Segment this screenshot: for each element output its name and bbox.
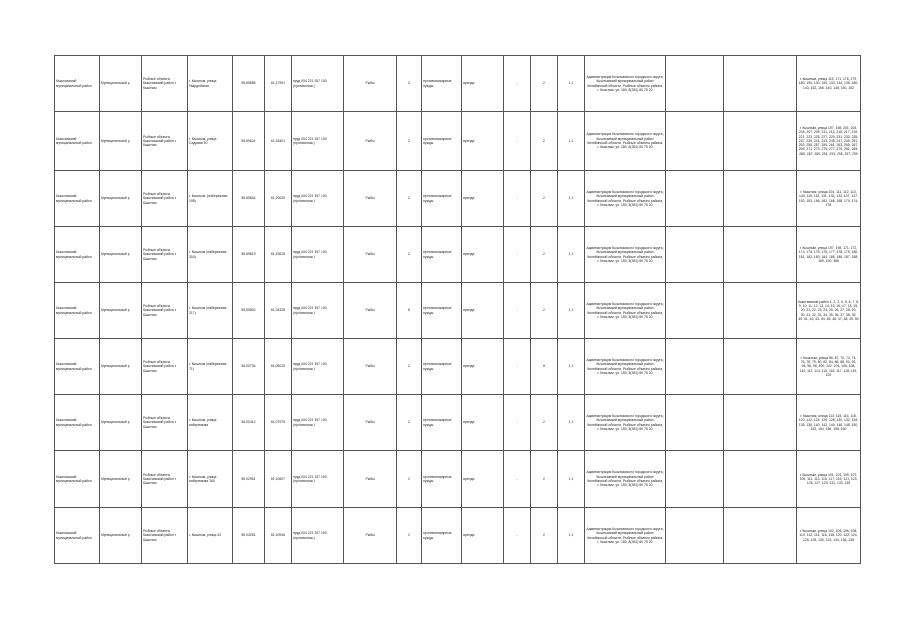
cell-place: г. Кыштым, улица 34 xyxy=(188,508,233,564)
cell-use: противопожарные нужды xyxy=(422,112,462,171)
cell-owner: Муниципальный р xyxy=(100,395,142,451)
cell-d1: - xyxy=(504,227,531,283)
cell-owner: Муниципальный р xyxy=(100,339,142,395)
cell-note xyxy=(666,171,724,227)
cell-owner: Муниципальный р xyxy=(100,227,142,283)
cell-empty xyxy=(724,451,797,508)
cell-type: пруд 004 221 157 100 (противопож.) xyxy=(292,395,344,451)
cell-d2: 8 xyxy=(531,339,558,395)
cell-parcels: г. Кыштым, улица 102, 104, 106, 108, 110, 112, 114, 116, 118, 120, 122, 124, 126, 128, 130, 132, 134, 136, 138 xyxy=(797,508,861,564)
cell-d3: 1,1 xyxy=(558,56,585,112)
cell-empty xyxy=(724,508,797,564)
cell-d3: 1,1 xyxy=(558,451,585,508)
cell-sort: Рыбы xyxy=(344,339,397,395)
cell-address: Рыбные объекты Кыштымский район г. Кыштым xyxy=(142,112,188,171)
cell-place: г. Кыштым, улица набережная xyxy=(188,395,233,451)
cell-address: Рыбные объекты Кыштымский район г. Кыштым xyxy=(142,451,188,508)
cell-note xyxy=(666,339,724,395)
cell-d3: 1,1 xyxy=(558,339,585,395)
cell-use: противопожарные нужды xyxy=(422,171,462,227)
cell-place: г. Кыштым (набережная 304) xyxy=(188,227,233,283)
table-row xyxy=(55,283,861,339)
table-row xyxy=(55,339,861,395)
cell-use: противопожарные нужды xyxy=(422,56,462,112)
cell-d1: - xyxy=(504,171,531,227)
cell-d3: 1,1 xyxy=(558,171,585,227)
cell-district: Кыштымский муниципальный район xyxy=(55,56,100,112)
cell-place: г. Кыштым, улица Садовая 10 xyxy=(188,112,233,171)
cell-address: Рыбные объекты Кыштымский район г. Кыштым xyxy=(142,283,188,339)
cell-admin: Администрация Кыштымского городского округа, Кыштымский муниципальный район Челябинской области, Рыбные объекты района, г. Кыштым, ул. 180, 8(351) 80 75 20 xyxy=(585,339,666,395)
cell-parcels: г. Кыштым, улица 101, 103, 105, 107, 109, 111, 113, 115, 117, 119, 121, 123, 125, 127, 129, 131, 133, 135 xyxy=(797,451,861,508)
cell-lat: 56,00734 xyxy=(233,339,265,395)
cell-d2: 2 xyxy=(531,56,558,112)
cell-district: Кыштымский муниципальный район xyxy=(55,451,100,508)
cell-type: пруд 004 221 157 100 (противопож.) xyxy=(292,171,344,227)
cell-empty xyxy=(724,112,797,171)
cell-d1: - xyxy=(504,339,531,395)
cell-lat: 55,69885 xyxy=(233,56,265,112)
cell-lat: 56,02951 xyxy=(233,451,265,508)
cell-d2: 2 xyxy=(531,283,558,339)
cell-parcels: г. Кыштым, улица 115, 171, 176, 179, 180, 190, 130, 190, 133, 134, 136, 180, 143, 152, 156, 140, 146, 150, 152 xyxy=(797,56,861,112)
cell-sort: Рыбы xyxy=(344,508,397,564)
cell-parcels: г. Кыштым, улица 197, 198, 171, 172, 173, 174, 175, 176, 177, 178, 179, 180, 181, 182, 183, 184, 185, 186, 187, 188, 189, 190, 386 xyxy=(797,227,861,283)
cell-use: противопожарные нужды xyxy=(422,508,462,564)
cell-d2: 2 xyxy=(531,508,558,564)
table-row xyxy=(55,56,861,112)
cell-type: пруд 004 221 157 100 (противопож.) xyxy=(292,283,344,339)
cell-d1: - xyxy=(504,508,531,564)
cell-admin: Администрация Кыштымского городского округа, Кыштымский муниципальный район Челябинской области, Рыбные объекты района, г. Кыштым, ул. 180, 8(351) 80 75 20 xyxy=(585,171,666,227)
cell-note xyxy=(666,395,724,451)
cell-n1: 2 xyxy=(397,227,422,283)
cell-lon: 61,19615 xyxy=(265,227,292,283)
cell-lon: 61,17991 xyxy=(265,56,292,112)
cell-place: г. Кыштым, улица Гвардейская xyxy=(188,56,233,112)
cell-d2: 2 xyxy=(531,227,558,283)
cell-form: аренда xyxy=(462,227,504,283)
cell-use: противопожарные нужды xyxy=(422,339,462,395)
cell-d1: - xyxy=(504,56,531,112)
cell-address: Рыбные объекты Кыштымский район г. Кыштым xyxy=(142,227,188,283)
cell-d1: - xyxy=(504,112,531,171)
cell-sort: Рыбы xyxy=(344,395,397,451)
cell-admin: Администрация Кыштымского городского округа, Кыштымский муниципальный район Челябинской области, Рыбные объекты района, г. Кыштым, ул. 180, 8(351) 80 75 20 xyxy=(585,56,666,112)
cell-lat: 56,03251 xyxy=(233,508,265,564)
cell-lat: 55,95802 xyxy=(233,283,265,339)
cell-lon: 61,05019 xyxy=(265,339,292,395)
cell-n1: 2 xyxy=(397,112,422,171)
cell-note xyxy=(666,227,724,283)
cell-form: аренда xyxy=(462,395,504,451)
cell-parcels: г. Кыштым, улица 86, 87, 70, 72, 74, 76, 78, 79, 80, 82, 84, 86, 88, 90, 92, 94, 96, 98, 100, 102, 104, 106, 108, 110, 112, 114, 115, 116, 117, 118, 119, 120 xyxy=(797,339,861,395)
cell-n1: 2 xyxy=(397,171,422,227)
cell-place: г. Кыштым (набережная 217) xyxy=(188,283,233,339)
cell-place: г. Кыштым, улица набережная 160 xyxy=(188,451,233,508)
cell-d3: 1,1 xyxy=(558,227,585,283)
cell-form: аренда xyxy=(462,112,504,171)
cell-parcels: г. Кыштым, улица 113, 115, 116, 118, 120, 122, 124, 126, 128, 130, 132, 134, 136, 138, 140, 142, 144, 146, 148, 150, 152, 154, 156, 158, 160 xyxy=(797,395,861,451)
cell-note xyxy=(666,283,724,339)
cell-lat: 55,69819 xyxy=(233,227,265,283)
cell-district: Кыштымский муниципальный район xyxy=(55,112,100,171)
cell-d3: 1,1 xyxy=(558,395,585,451)
cell-lat: 55,69844 xyxy=(233,171,265,227)
cell-sort: Рыбы xyxy=(344,112,397,171)
cell-d3: 1,1 xyxy=(558,112,585,171)
cell-n1: 2 xyxy=(397,339,422,395)
registry-table xyxy=(54,55,861,564)
cell-lat: 55,69624 xyxy=(233,112,265,171)
cell-district: Кыштымский муниципальный район xyxy=(55,171,100,227)
cell-form: аренда xyxy=(462,508,504,564)
cell-sort: Рыбы xyxy=(344,283,397,339)
cell-district: Кыштымский муниципальный район xyxy=(55,395,100,451)
cell-type: пруд 004 221 157 100 (противопож.) xyxy=(292,339,344,395)
table-row xyxy=(55,227,861,283)
cell-note xyxy=(666,56,724,112)
cell-parcels: г. Кыштым, улица 197, 198, 201, 203, 205, 207, 209, 211, 213, 215, 217, 219, 221, 223, 225, 227, 229, 231, 233, 235, 237, 239, 241, 243, 245, 247, 249, 251, 253, 255, 257, 259, 261, 263, 265, 267, 269, 271, 273, 275, 277, 279, 281, 283, 285, 287, 289, 291, 293, 295, 297, 299 xyxy=(797,112,861,171)
cell-district: Кыштымский муниципальный район xyxy=(55,227,100,283)
table-row xyxy=(55,171,861,227)
cell-n1: 2 xyxy=(397,508,422,564)
table-row xyxy=(55,395,861,451)
table-row xyxy=(55,451,861,508)
cell-owner: Муниципальный р xyxy=(100,508,142,564)
cell-owner: Муниципальный р xyxy=(100,112,142,171)
cell-note xyxy=(666,112,724,171)
cell-n1: 2 xyxy=(397,451,422,508)
cell-admin: Администрация Кыштымского городского округа, Кыштымский муниципальный район Челябинской области, Рыбные объекты района, г. Кыштым, ул. 180, 8(351) 80 75 20 xyxy=(585,395,666,451)
cell-d2: 2 xyxy=(531,171,558,227)
cell-use: противопожарные нужды xyxy=(422,283,462,339)
cell-district: Кыштымский муниципальный район xyxy=(55,339,100,395)
cell-n1: 2 xyxy=(397,56,422,112)
cell-note xyxy=(666,451,724,508)
cell-use: противопожарные нужды xyxy=(422,227,462,283)
cell-type: пруд 004 221 157 100 (противопож.) xyxy=(292,56,344,112)
cell-empty xyxy=(724,283,797,339)
cell-district: Кыштымский муниципальный район xyxy=(55,508,100,564)
cell-admin: Администрация Кыштымского городского округа, Кыштымский муниципальный район Челябинской области, Рыбные объекты района, г. Кыштым, ул. 180, 8(351) 80 75 20 xyxy=(585,451,666,508)
cell-form: аренда xyxy=(462,171,504,227)
cell-d3: 1,1 xyxy=(558,508,585,564)
cell-address: Рыбные объекты Кыштымский район г. Кыштым xyxy=(142,339,188,395)
cell-place: г. Кыштым, (набережная 198) xyxy=(188,171,233,227)
cell-type: пруд 004 221 157 100 (противопож.) xyxy=(292,508,344,564)
cell-d2: 2 xyxy=(531,451,558,508)
cell-sort: Рыбы xyxy=(344,451,397,508)
cell-lon: 61,04328 xyxy=(265,283,292,339)
cell-note xyxy=(666,508,724,564)
cell-d1: - xyxy=(504,395,531,451)
cell-empty xyxy=(724,171,797,227)
cell-form: аренда xyxy=(462,56,504,112)
cell-type: пруд 004 221 157 100 (противопож.) xyxy=(292,227,344,283)
cell-place: г. Кыштым (набережная 71) xyxy=(188,339,233,395)
cell-empty xyxy=(724,339,797,395)
cell-owner: Муниципальный р xyxy=(100,283,142,339)
cell-d1: - xyxy=(504,451,531,508)
cell-use: противопожарные нужды xyxy=(422,395,462,451)
cell-lon: 61,10946 xyxy=(265,508,292,564)
cell-use: противопожарные нужды xyxy=(422,451,462,508)
cell-lat: 56,00412 xyxy=(233,395,265,451)
cell-admin: Администрация Кыштымского городского округа, Кыштымский муниципальный район Челябинской области, Рыбные объекты района, г. Кыштым, ул. 180, 8(351) 80 75 20 xyxy=(585,227,666,283)
cell-d2: 2 xyxy=(531,395,558,451)
table-row xyxy=(55,508,861,564)
cell-d3: 1,1 xyxy=(558,283,585,339)
cell-n1: 8 xyxy=(397,283,422,339)
cell-d1: - xyxy=(504,283,531,339)
cell-form: аренда xyxy=(462,283,504,339)
cell-n1: 2 xyxy=(397,395,422,451)
cell-empty xyxy=(724,227,797,283)
cell-form: аренда xyxy=(462,339,504,395)
cell-admin: Администрация Кыштымского городского округа, Кыштымский муниципальный район Челябинской области, Рыбные объекты района, г. Кыштым, ул. 180, 8(351) 80 75 20 xyxy=(585,283,666,339)
cell-sort: Рыбы xyxy=(344,171,397,227)
cell-address: Рыбные объекты Кыштымский район г. Кыштым xyxy=(142,508,188,564)
cell-lon: 61,10607 xyxy=(265,451,292,508)
cell-empty xyxy=(724,56,797,112)
cell-d2: 2 xyxy=(531,112,558,171)
cell-sort: Рыбы xyxy=(344,56,397,112)
table-row xyxy=(55,112,861,171)
cell-type: пруд 004 221 157 100 (противопож.) xyxy=(292,451,344,508)
cell-address: Рыбные объекты Кыштымский район г. Кыштым xyxy=(142,395,188,451)
cell-admin: Администрация Кыштымского городского округа, Кыштымский муниципальный район Челябинской области, Рыбные объекты района, г. Кыштым, ул. 180, 8(351) 80 75 20 xyxy=(585,112,666,171)
cell-lon: 61,20029 xyxy=(265,171,292,227)
cell-district: Кыштымский муниципальный район xyxy=(55,283,100,339)
cell-owner: Муниципальный р xyxy=(100,56,142,112)
cell-parcels: Кыштымский район 1, 2, 3, 4, 5, 6, 7, 8, 9, 10, 11, 12, 13, 14, 15, 16, 17, 18, 19, 20, 21, 22, 23, 24, 25, 26, 27, 28, 29, 30, 31, 32, 33, 34, 35, 36, 37, 38, 39, 40, 41, 42, 43, 44, 45, 46, 47, 48, 49, 50 xyxy=(797,283,861,339)
cell-owner: Муниципальный р xyxy=(100,451,142,508)
cell-admin: Администрация Кыштымского городского округа, Кыштымский муниципальный район Челябинской области, Рыбные объекты района, г. Кыштым, ул. 180, 8(351) 80 75 20 xyxy=(585,508,666,564)
cell-address: Рыбные объекты Кыштымский район г. Кыштым xyxy=(142,56,188,112)
cell-address: Рыбные объекты Кыштымский район г. Кыштым xyxy=(142,171,188,227)
cell-sort: Рыбы xyxy=(344,227,397,283)
cell-empty xyxy=(724,395,797,451)
cell-lon: 61,07975 xyxy=(265,395,292,451)
cell-type: пруд 004 221 157 100 (противопож.) xyxy=(292,112,344,171)
cell-form: аренда xyxy=(462,451,504,508)
cell-lon: 61,18401 xyxy=(265,112,292,171)
cell-owner: Муниципальный р xyxy=(100,171,142,227)
cell-parcels: г. Кыштым, улица 104, 111, 112, 113, 140, 115, 116, 131, 132, 133, 137, 147, 150, 153, 156, 162, 166, 168, 170, 174, 178 xyxy=(797,171,861,227)
